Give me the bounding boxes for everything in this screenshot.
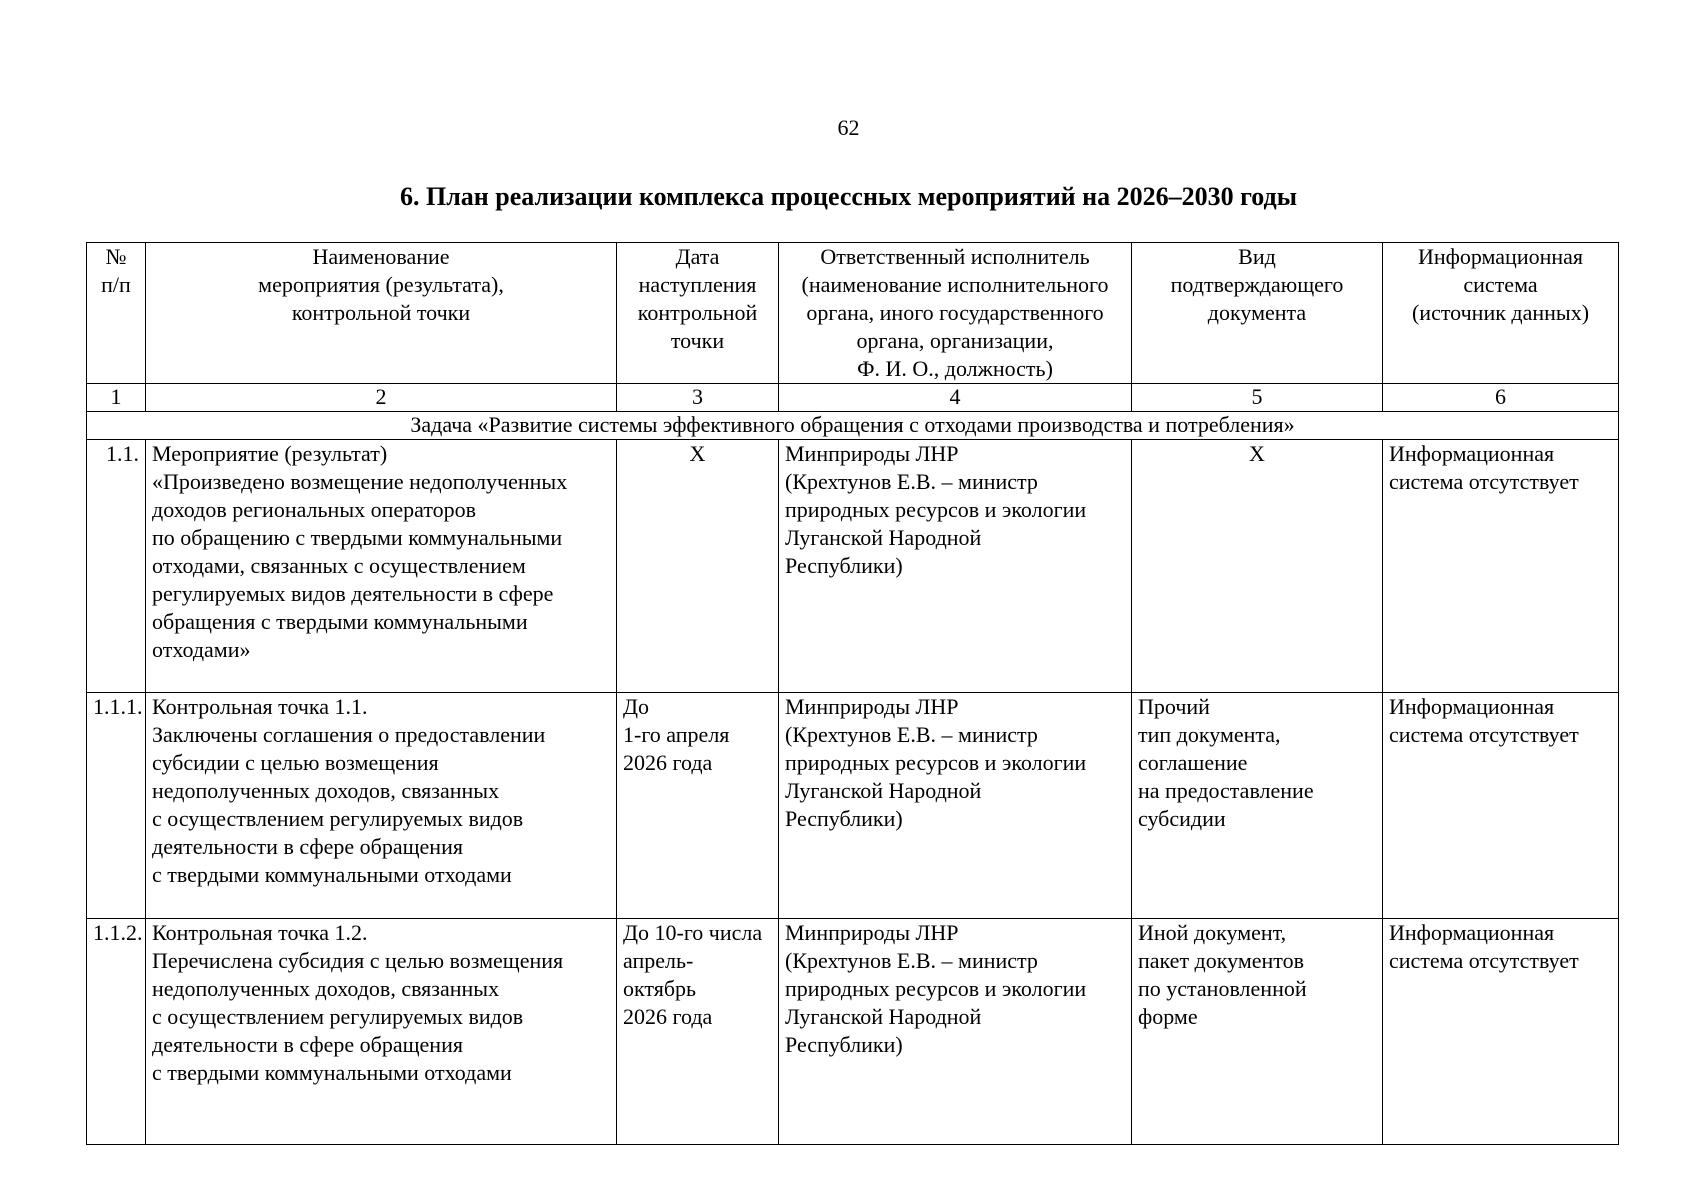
column-number: 4	[779, 384, 1132, 412]
row-executor: Минприроды ЛНР (Крехтунов Е.В. – министр природных ресурсов и экологии Луганской Народной Республики)	[779, 440, 1132, 693]
column-number: 3	[617, 384, 779, 412]
task-row	[87, 412, 1619, 440]
header-name: Наименование мероприятия (результата), контрольной точки	[146, 243, 617, 384]
row-date: Х	[617, 440, 779, 693]
row-document: Прочий тип документа, соглашение на предоставление субсидии	[1132, 693, 1383, 919]
row-name: Контрольная точка 1.2. Перечислена субсидия с целью возмещения недополученных доходов, связанных с осуществлением регулируемых видов деятельности в сфере обращения с твердыми коммунальными отходами	[146, 919, 617, 1145]
header-number: № п/п	[87, 243, 146, 384]
table-row	[87, 693, 1619, 919]
page-number: 62	[837, 115, 860, 140]
row-name: Мероприятие (результат) «Произведено возмещение недополученных доходов региональных операторов по обращению с твердыми коммунальными отходами, связанных с осуществлением регулируемых видов деятельности в сфере обращения с твердыми коммунальными отходами»	[146, 440, 617, 693]
column-number: 5	[1132, 384, 1383, 412]
column-number: 6	[1383, 384, 1619, 412]
table-row	[87, 440, 1619, 693]
implementation-plan-table	[86, 242, 1619, 1145]
row-executor: Минприроды ЛНР (Крехтунов Е.В. – министр природных ресурсов и экологии Луганской Народной Республики)	[779, 919, 1132, 1145]
row-system: Информационная система отсутствует	[1383, 440, 1619, 693]
header-system: Информационная система (источник данных)	[1383, 243, 1619, 384]
column-number-row	[87, 384, 1619, 412]
row-system: Информационная система отсутствует	[1383, 693, 1619, 919]
column-number: 2	[146, 384, 617, 412]
header-executor: Ответственный исполнитель (наименование исполнительного органа, иного государственного органа, организации, Ф. И. О., должность)	[779, 243, 1132, 384]
row-document: Иной документ, пакет документов по установленной форме	[1132, 919, 1383, 1145]
row-name: Контрольная точка 1.1. Заключены соглашения о предоставлении субсидии с целью возмещения недополученных доходов, связанных с осуществлением регулируемых видов деятельности в сфере обращения с твердыми коммунальными отходами	[146, 693, 617, 919]
header-row	[87, 243, 1619, 384]
column-number: 1	[87, 384, 146, 412]
row-document: Х	[1132, 440, 1383, 693]
row-executor: Минприроды ЛНР (Крехтунов Е.В. – министр природных ресурсов и экологии Луганской Народной Республики)	[779, 693, 1132, 919]
header-document: Вид подтверждающего документа	[1132, 243, 1383, 384]
row-date: До 1-го апреля 2026 года	[617, 693, 779, 919]
table-row	[87, 919, 1619, 1145]
row-number: 1.1.	[87, 440, 146, 693]
task-label: Задача «Развитие системы эффективного обращения с отходами производства и потребления»	[87, 412, 1619, 440]
header-date: Дата наступления контрольной точки	[617, 243, 779, 384]
row-number: 1.1.1.	[87, 693, 146, 919]
row-date: До 10-го числа апрель- октябрь 2026 года	[617, 919, 779, 1145]
row-system: Информационная система отсутствует	[1383, 919, 1619, 1145]
document-title: 6. План реализации комплекса процессных мероприятий на 2026–2030 годы	[399, 182, 1298, 211]
row-number: 1.1.2.	[87, 919, 146, 1145]
